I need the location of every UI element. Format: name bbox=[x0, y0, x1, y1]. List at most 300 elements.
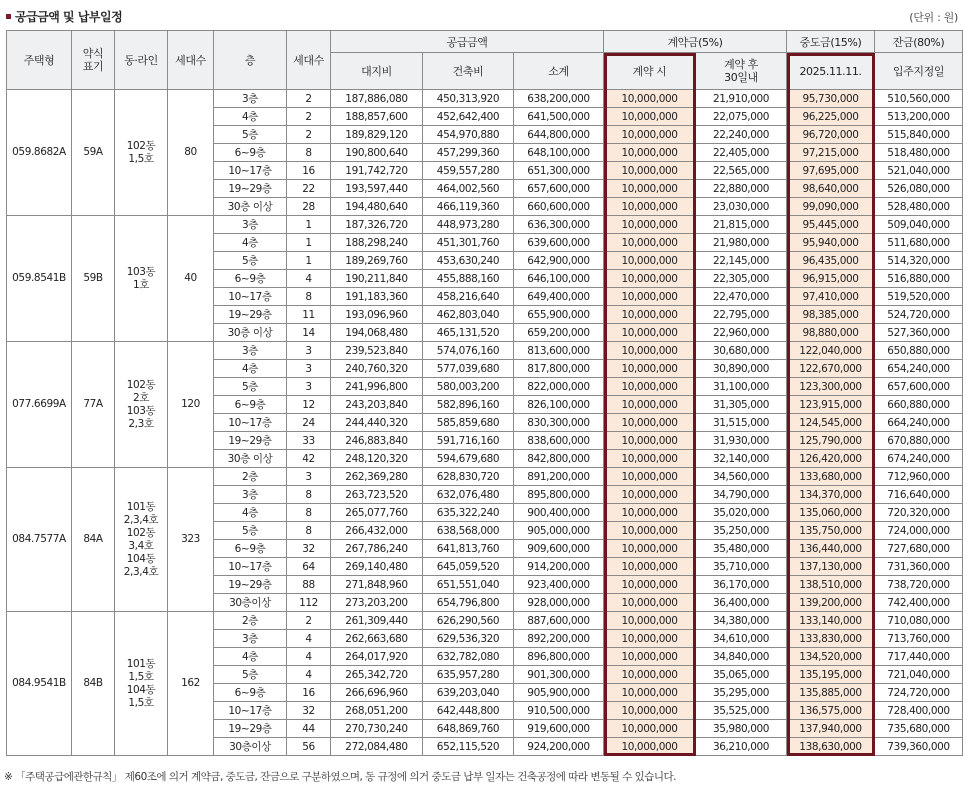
header-subtotal: 소계 bbox=[514, 53, 604, 90]
contract-at-cell: 10,000,000 bbox=[604, 486, 696, 504]
middle-cell: 125,790,000 bbox=[787, 432, 875, 450]
subtotal-cell: 900,400,000 bbox=[514, 504, 604, 522]
header-floor-households: 세대수 bbox=[287, 31, 331, 90]
contract-at-cell: 10,000,000 bbox=[604, 252, 696, 270]
land-cell: 190,800,640 bbox=[331, 144, 423, 162]
building-cell: 466,119,360 bbox=[423, 198, 514, 216]
dong-line-cell: 102동 1,5호 bbox=[115, 90, 168, 216]
land-cell: 262,369,280 bbox=[331, 468, 423, 486]
middle-cell: 134,520,000 bbox=[787, 648, 875, 666]
floor-households-cell: 3 bbox=[287, 468, 331, 486]
subtotal-cell: 891,200,000 bbox=[514, 468, 604, 486]
short-cell: 84A bbox=[72, 468, 115, 612]
table-header bbox=[7, 31, 963, 90]
building-cell: 591,716,160 bbox=[423, 432, 514, 450]
balance-cell: 713,760,000 bbox=[875, 630, 963, 648]
contract-at-cell: 10,000,000 bbox=[604, 342, 696, 360]
balance-cell: 710,080,000 bbox=[875, 612, 963, 630]
floor-households-cell: 42 bbox=[287, 450, 331, 468]
floor-cell: 6~9층 bbox=[214, 396, 287, 414]
contract-at-cell: 10,000,000 bbox=[604, 522, 696, 540]
floor-households-cell: 2 bbox=[287, 126, 331, 144]
floor-households-cell: 22 bbox=[287, 180, 331, 198]
middle-cell: 135,195,000 bbox=[787, 666, 875, 684]
households-cell: 40 bbox=[168, 216, 214, 342]
header-middle: 중도금(15%) bbox=[787, 31, 875, 53]
floor-households-cell: 12 bbox=[287, 396, 331, 414]
subtotal-cell: 644,800,000 bbox=[514, 126, 604, 144]
contract-at-cell: 10,000,000 bbox=[604, 540, 696, 558]
floor-households-cell: 32 bbox=[287, 702, 331, 720]
floor-households-cell: 2 bbox=[287, 108, 331, 126]
land-cell: 194,068,480 bbox=[331, 324, 423, 342]
contract-at-cell: 10,000,000 bbox=[604, 504, 696, 522]
building-cell: 641,813,760 bbox=[423, 540, 514, 558]
land-cell: 265,342,720 bbox=[331, 666, 423, 684]
balance-cell: 518,480,000 bbox=[875, 144, 963, 162]
balance-cell: 511,680,000 bbox=[875, 234, 963, 252]
contract-at-cell: 10,000,000 bbox=[604, 576, 696, 594]
floor-cell: 4층 bbox=[214, 648, 287, 666]
middle-cell: 122,040,000 bbox=[787, 342, 875, 360]
households-cell: 120 bbox=[168, 342, 214, 468]
floor-cell: 30층 이상 bbox=[214, 450, 287, 468]
contract-at-cell: 10,000,000 bbox=[604, 198, 696, 216]
contract-after-cell: 36,400,000 bbox=[696, 594, 787, 612]
subtotal-cell: 642,900,000 bbox=[514, 252, 604, 270]
subtotal-cell: 636,300,000 bbox=[514, 216, 604, 234]
land-cell: 190,211,840 bbox=[331, 270, 423, 288]
balance-cell: 674,240,000 bbox=[875, 450, 963, 468]
floor-households-cell: 11 bbox=[287, 306, 331, 324]
building-cell: 629,536,320 bbox=[423, 630, 514, 648]
land-cell: 246,883,840 bbox=[331, 432, 423, 450]
contract-after-cell: 34,380,000 bbox=[696, 612, 787, 630]
building-cell: 594,679,680 bbox=[423, 450, 514, 468]
balance-cell: 712,960,000 bbox=[875, 468, 963, 486]
header-households: 세대수 bbox=[168, 31, 214, 90]
land-cell: 270,730,240 bbox=[331, 720, 423, 738]
contract-after-cell: 30,890,000 bbox=[696, 360, 787, 378]
floor-cell: 19~29층 bbox=[214, 180, 287, 198]
table-row bbox=[7, 90, 963, 108]
land-cell: 194,480,640 bbox=[331, 198, 423, 216]
floor-households-cell: 64 bbox=[287, 558, 331, 576]
floor-cell: 5층 bbox=[214, 126, 287, 144]
floor-cell: 2층 bbox=[214, 468, 287, 486]
floor-cell: 4층 bbox=[214, 360, 287, 378]
land-cell: 262,663,680 bbox=[331, 630, 423, 648]
land-cell: 189,829,120 bbox=[331, 126, 423, 144]
floor-cell: 5층 bbox=[214, 252, 287, 270]
subtotal-cell: 813,600,000 bbox=[514, 342, 604, 360]
contract-after-cell: 22,075,000 bbox=[696, 108, 787, 126]
middle-cell: 133,830,000 bbox=[787, 630, 875, 648]
subtotal-cell: 905,900,000 bbox=[514, 684, 604, 702]
building-cell: 457,299,360 bbox=[423, 144, 514, 162]
subtotal-cell: 923,400,000 bbox=[514, 576, 604, 594]
contract-after-cell: 22,795,000 bbox=[696, 306, 787, 324]
contract-at-cell: 10,000,000 bbox=[604, 702, 696, 720]
subtotal-cell: 892,200,000 bbox=[514, 630, 604, 648]
floor-cell: 3층 bbox=[214, 216, 287, 234]
balance-cell: 527,360,000 bbox=[875, 324, 963, 342]
building-cell: 462,803,040 bbox=[423, 306, 514, 324]
balance-cell: 721,040,000 bbox=[875, 666, 963, 684]
floor-households-cell: 8 bbox=[287, 522, 331, 540]
middle-cell: 136,575,000 bbox=[787, 702, 875, 720]
floor-cell: 4층 bbox=[214, 234, 287, 252]
contract-after-cell: 22,305,000 bbox=[696, 270, 787, 288]
contract-at-cell: 10,000,000 bbox=[604, 414, 696, 432]
floor-households-cell: 14 bbox=[287, 324, 331, 342]
building-cell: 585,859,680 bbox=[423, 414, 514, 432]
middle-cell: 99,090,000 bbox=[787, 198, 875, 216]
floor-cell: 10~17층 bbox=[214, 162, 287, 180]
floor-households-cell: 8 bbox=[287, 486, 331, 504]
floor-cell: 5층 bbox=[214, 666, 287, 684]
middle-cell: 98,385,000 bbox=[787, 306, 875, 324]
header-floor: 층 bbox=[214, 31, 287, 90]
land-cell: 266,696,960 bbox=[331, 684, 423, 702]
subtotal-cell: 895,800,000 bbox=[514, 486, 604, 504]
building-cell: 459,557,280 bbox=[423, 162, 514, 180]
land-cell: 188,298,240 bbox=[331, 234, 423, 252]
contract-after-cell: 36,170,000 bbox=[696, 576, 787, 594]
floor-households-cell: 8 bbox=[287, 504, 331, 522]
balance-cell: 735,680,000 bbox=[875, 720, 963, 738]
floor-households-cell: 2 bbox=[287, 90, 331, 108]
middle-cell: 134,370,000 bbox=[787, 486, 875, 504]
floor-households-cell: 33 bbox=[287, 432, 331, 450]
balance-cell: 510,560,000 bbox=[875, 90, 963, 108]
subtotal-cell: 638,200,000 bbox=[514, 90, 604, 108]
households-cell: 162 bbox=[168, 612, 214, 756]
floor-cell: 6~9층 bbox=[214, 144, 287, 162]
header-balance-date: 입주지정일 bbox=[875, 53, 963, 90]
balance-cell: 654,240,000 bbox=[875, 360, 963, 378]
contract-after-cell: 34,610,000 bbox=[696, 630, 787, 648]
middle-cell: 97,695,000 bbox=[787, 162, 875, 180]
table-row bbox=[7, 342, 963, 360]
contract-after-cell: 35,525,000 bbox=[696, 702, 787, 720]
land-cell: 188,857,600 bbox=[331, 108, 423, 126]
middle-cell: 122,670,000 bbox=[787, 360, 875, 378]
balance-cell: 660,880,000 bbox=[875, 396, 963, 414]
table-row bbox=[7, 468, 963, 486]
building-cell: 654,796,800 bbox=[423, 594, 514, 612]
middle-cell: 96,915,000 bbox=[787, 270, 875, 288]
contract-after-cell: 31,930,000 bbox=[696, 432, 787, 450]
middle-cell: 96,720,000 bbox=[787, 126, 875, 144]
header-building: 건축비 bbox=[423, 53, 514, 90]
type-cell: 059.8682A bbox=[7, 90, 72, 216]
contract-after-cell: 36,210,000 bbox=[696, 738, 787, 756]
contract-at-cell: 10,000,000 bbox=[604, 432, 696, 450]
floor-households-cell: 28 bbox=[287, 198, 331, 216]
floor-households-cell: 8 bbox=[287, 144, 331, 162]
middle-cell: 135,750,000 bbox=[787, 522, 875, 540]
subtotal-cell: 822,000,000 bbox=[514, 378, 604, 396]
balance-cell: 526,080,000 bbox=[875, 180, 963, 198]
contract-after-cell: 35,295,000 bbox=[696, 684, 787, 702]
middle-cell: 95,445,000 bbox=[787, 216, 875, 234]
balance-cell: 528,480,000 bbox=[875, 198, 963, 216]
balance-cell: 657,600,000 bbox=[875, 378, 963, 396]
building-cell: 577,039,680 bbox=[423, 360, 514, 378]
balance-cell: 524,720,000 bbox=[875, 306, 963, 324]
subtotal-cell: 909,600,000 bbox=[514, 540, 604, 558]
subtotal-cell: 905,000,000 bbox=[514, 522, 604, 540]
floor-cell: 4층 bbox=[214, 504, 287, 522]
land-cell: 263,723,520 bbox=[331, 486, 423, 504]
contract-after-cell: 21,980,000 bbox=[696, 234, 787, 252]
floor-households-cell: 3 bbox=[287, 378, 331, 396]
contract-after-cell: 35,020,000 bbox=[696, 504, 787, 522]
building-cell: 452,642,400 bbox=[423, 108, 514, 126]
contract-after-cell: 35,710,000 bbox=[696, 558, 787, 576]
balance-cell: 516,880,000 bbox=[875, 270, 963, 288]
balance-cell: 724,000,000 bbox=[875, 522, 963, 540]
contract-after-cell: 31,100,000 bbox=[696, 378, 787, 396]
floor-cell: 19~29층 bbox=[214, 432, 287, 450]
floor-cell: 3층 bbox=[214, 486, 287, 504]
floor-cell: 6~9층 bbox=[214, 540, 287, 558]
floor-households-cell: 24 bbox=[287, 414, 331, 432]
section-title bbox=[6, 8, 122, 25]
type-cell: 059.8541B bbox=[7, 216, 72, 342]
header-balance: 잔금(80%) bbox=[875, 31, 963, 53]
subtotal-cell: 817,800,000 bbox=[514, 360, 604, 378]
subtotal-cell: 919,600,000 bbox=[514, 720, 604, 738]
contract-after-cell: 21,815,000 bbox=[696, 216, 787, 234]
balance-cell: 720,320,000 bbox=[875, 504, 963, 522]
middle-cell: 98,880,000 bbox=[787, 324, 875, 342]
middle-cell: 126,420,000 bbox=[787, 450, 875, 468]
floor-households-cell: 3 bbox=[287, 360, 331, 378]
contract-at-cell: 10,000,000 bbox=[604, 360, 696, 378]
header-supply: 공급금액 bbox=[331, 31, 604, 53]
land-cell: 239,523,840 bbox=[331, 342, 423, 360]
contract-after-cell: 22,405,000 bbox=[696, 144, 787, 162]
balance-cell: 513,200,000 bbox=[875, 108, 963, 126]
building-cell: 582,896,160 bbox=[423, 396, 514, 414]
middle-cell: 96,225,000 bbox=[787, 108, 875, 126]
contract-at-cell: 10,000,000 bbox=[604, 594, 696, 612]
floor-households-cell: 4 bbox=[287, 270, 331, 288]
subtotal-cell: 910,500,000 bbox=[514, 702, 604, 720]
middle-cell: 137,130,000 bbox=[787, 558, 875, 576]
floor-cell: 5층 bbox=[214, 522, 287, 540]
short-cell: 84B bbox=[72, 612, 115, 756]
type-cell: 084.9541B bbox=[7, 612, 72, 756]
floor-cell: 6~9층 bbox=[214, 270, 287, 288]
middle-cell: 95,730,000 bbox=[787, 90, 875, 108]
land-cell: 264,017,920 bbox=[331, 648, 423, 666]
table-row bbox=[7, 216, 963, 234]
building-cell: 651,551,040 bbox=[423, 576, 514, 594]
header-contract: 계약금(5%) bbox=[604, 31, 787, 53]
land-cell: 271,848,960 bbox=[331, 576, 423, 594]
floor-households-cell: 1 bbox=[287, 252, 331, 270]
balance-cell: 742,400,000 bbox=[875, 594, 963, 612]
building-cell: 642,448,800 bbox=[423, 702, 514, 720]
floor-households-cell: 3 bbox=[287, 342, 331, 360]
header-short: 약식 표기 bbox=[72, 31, 115, 90]
land-cell: 189,269,760 bbox=[331, 252, 423, 270]
subtotal-cell: 924,200,000 bbox=[514, 738, 604, 756]
contract-after-cell: 21,910,000 bbox=[696, 90, 787, 108]
floor-households-cell: 1 bbox=[287, 216, 331, 234]
subtotal-cell: 648,100,000 bbox=[514, 144, 604, 162]
building-cell: 453,630,240 bbox=[423, 252, 514, 270]
building-cell: 464,002,560 bbox=[423, 180, 514, 198]
contract-after-cell: 22,470,000 bbox=[696, 288, 787, 306]
type-cell: 084.7577A bbox=[7, 468, 72, 612]
households-cell: 323 bbox=[168, 468, 214, 612]
subtotal-cell: 914,200,000 bbox=[514, 558, 604, 576]
floor-cell: 10~17층 bbox=[214, 702, 287, 720]
contract-at-cell: 10,000,000 bbox=[604, 306, 696, 324]
contract-after-cell: 22,880,000 bbox=[696, 180, 787, 198]
header-land: 대지비 bbox=[331, 53, 423, 90]
contract-after-cell: 35,980,000 bbox=[696, 720, 787, 738]
contract-after-cell: 35,250,000 bbox=[696, 522, 787, 540]
contract-at-cell: 10,000,000 bbox=[604, 126, 696, 144]
building-cell: 632,782,080 bbox=[423, 648, 514, 666]
header-contract-at: 계약 시 bbox=[604, 53, 696, 90]
floor-cell: 30층이상 bbox=[214, 594, 287, 612]
floor-households-cell: 1 bbox=[287, 234, 331, 252]
balance-cell: 716,640,000 bbox=[875, 486, 963, 504]
building-cell: 450,313,920 bbox=[423, 90, 514, 108]
contract-at-cell: 10,000,000 bbox=[604, 396, 696, 414]
dong-line-cell: 101동 2,3,4호 102동 3,4호 104동 2,3,4호 bbox=[115, 468, 168, 612]
middle-cell: 98,640,000 bbox=[787, 180, 875, 198]
land-cell: 187,886,080 bbox=[331, 90, 423, 108]
contract-at-cell: 10,000,000 bbox=[604, 162, 696, 180]
contract-after-cell: 22,240,000 bbox=[696, 126, 787, 144]
building-cell: 580,003,200 bbox=[423, 378, 514, 396]
contract-after-cell: 22,565,000 bbox=[696, 162, 787, 180]
contract-after-cell: 22,145,000 bbox=[696, 252, 787, 270]
balance-cell: 521,040,000 bbox=[875, 162, 963, 180]
floor-cell: 3층 bbox=[214, 342, 287, 360]
header-middle-date: 2025.11.11. bbox=[787, 53, 875, 90]
contract-at-cell: 10,000,000 bbox=[604, 450, 696, 468]
balance-cell: 728,400,000 bbox=[875, 702, 963, 720]
subtotal-cell: 641,500,000 bbox=[514, 108, 604, 126]
middle-cell: 136,440,000 bbox=[787, 540, 875, 558]
floor-cell: 19~29층 bbox=[214, 576, 287, 594]
contract-at-cell: 10,000,000 bbox=[604, 468, 696, 486]
subtotal-cell: 651,300,000 bbox=[514, 162, 604, 180]
floor-cell: 19~29층 bbox=[214, 720, 287, 738]
land-cell: 241,996,800 bbox=[331, 378, 423, 396]
land-cell: 261,309,440 bbox=[331, 612, 423, 630]
section-title-text: 공급금액 및 납부일정 bbox=[15, 10, 123, 24]
balance-cell: 717,440,000 bbox=[875, 648, 963, 666]
floor-households-cell: 32 bbox=[287, 540, 331, 558]
building-cell: 448,973,280 bbox=[423, 216, 514, 234]
floor-households-cell: 44 bbox=[287, 720, 331, 738]
building-cell: 628,830,720 bbox=[423, 468, 514, 486]
contract-after-cell: 31,515,000 bbox=[696, 414, 787, 432]
land-cell: 244,440,320 bbox=[331, 414, 423, 432]
building-cell: 574,076,160 bbox=[423, 342, 514, 360]
subtotal-cell: 657,600,000 bbox=[514, 180, 604, 198]
subtotal-cell: 826,100,000 bbox=[514, 396, 604, 414]
floor-households-cell: 4 bbox=[287, 666, 331, 684]
contract-at-cell: 10,000,000 bbox=[604, 720, 696, 738]
subtotal-cell: 838,600,000 bbox=[514, 432, 604, 450]
building-cell: 635,957,280 bbox=[423, 666, 514, 684]
unit-label: (단위 : 원) bbox=[909, 11, 958, 24]
building-cell: 455,888,160 bbox=[423, 270, 514, 288]
floor-cell: 10~17층 bbox=[214, 414, 287, 432]
middle-cell: 124,545,000 bbox=[787, 414, 875, 432]
subtotal-cell: 649,400,000 bbox=[514, 288, 604, 306]
middle-cell: 135,885,000 bbox=[787, 684, 875, 702]
floor-cell: 2층 bbox=[214, 612, 287, 630]
dong-line-cell: 103동 1호 bbox=[115, 216, 168, 342]
floor-households-cell: 4 bbox=[287, 630, 331, 648]
land-cell: 243,203,840 bbox=[331, 396, 423, 414]
land-cell: 193,597,440 bbox=[331, 180, 423, 198]
households-cell: 80 bbox=[168, 90, 214, 216]
land-cell: 272,084,480 bbox=[331, 738, 423, 756]
table-body bbox=[7, 90, 963, 756]
contract-after-cell: 22,960,000 bbox=[696, 324, 787, 342]
contract-at-cell: 10,000,000 bbox=[604, 234, 696, 252]
short-cell: 59A bbox=[72, 90, 115, 216]
dong-line-cell: 102동 2호 103동 2,3호 bbox=[115, 342, 168, 468]
building-cell: 652,115,520 bbox=[423, 738, 514, 756]
contract-at-cell: 10,000,000 bbox=[604, 558, 696, 576]
price-table bbox=[6, 30, 963, 756]
subtotal-cell: 901,300,000 bbox=[514, 666, 604, 684]
balance-cell: 509,040,000 bbox=[875, 216, 963, 234]
land-cell: 191,183,360 bbox=[331, 288, 423, 306]
subtotal-cell: 655,900,000 bbox=[514, 306, 604, 324]
contract-at-cell: 10,000,000 bbox=[604, 738, 696, 756]
contract-at-cell: 10,000,000 bbox=[604, 288, 696, 306]
contract-at-cell: 10,000,000 bbox=[604, 648, 696, 666]
header-contract-after: 계약 후 30일내 bbox=[696, 53, 787, 90]
contract-at-cell: 10,000,000 bbox=[604, 612, 696, 630]
floor-cell: 3층 bbox=[214, 90, 287, 108]
floor-cell: 6~9층 bbox=[214, 684, 287, 702]
balance-cell: 727,680,000 bbox=[875, 540, 963, 558]
bullet-icon bbox=[6, 14, 11, 19]
land-cell: 248,120,320 bbox=[331, 450, 423, 468]
floor-households-cell: 88 bbox=[287, 576, 331, 594]
balance-cell: 514,320,000 bbox=[875, 252, 963, 270]
type-cell: 077.6699A bbox=[7, 342, 72, 468]
footnote: ※ 「주택공급에관한규칙」 제60조에 의거 계약금, 중도금, 잔금으로 구분하였으며, 동 규정에 의거 중도금 납부 일자는 건축공정에 따라 변동될 수 있습니다. bbox=[4, 771, 677, 783]
middle-cell: 96,435,000 bbox=[787, 252, 875, 270]
subtotal-cell: 639,600,000 bbox=[514, 234, 604, 252]
building-cell: 451,301,760 bbox=[423, 234, 514, 252]
land-cell: 193,096,960 bbox=[331, 306, 423, 324]
floor-cell: 5층 bbox=[214, 378, 287, 396]
middle-cell: 137,940,000 bbox=[787, 720, 875, 738]
floor-cell: 3층 bbox=[214, 630, 287, 648]
balance-cell: 739,360,000 bbox=[875, 738, 963, 756]
header-type: 주택형 bbox=[7, 31, 72, 90]
building-cell: 454,970,880 bbox=[423, 126, 514, 144]
land-cell: 187,326,720 bbox=[331, 216, 423, 234]
